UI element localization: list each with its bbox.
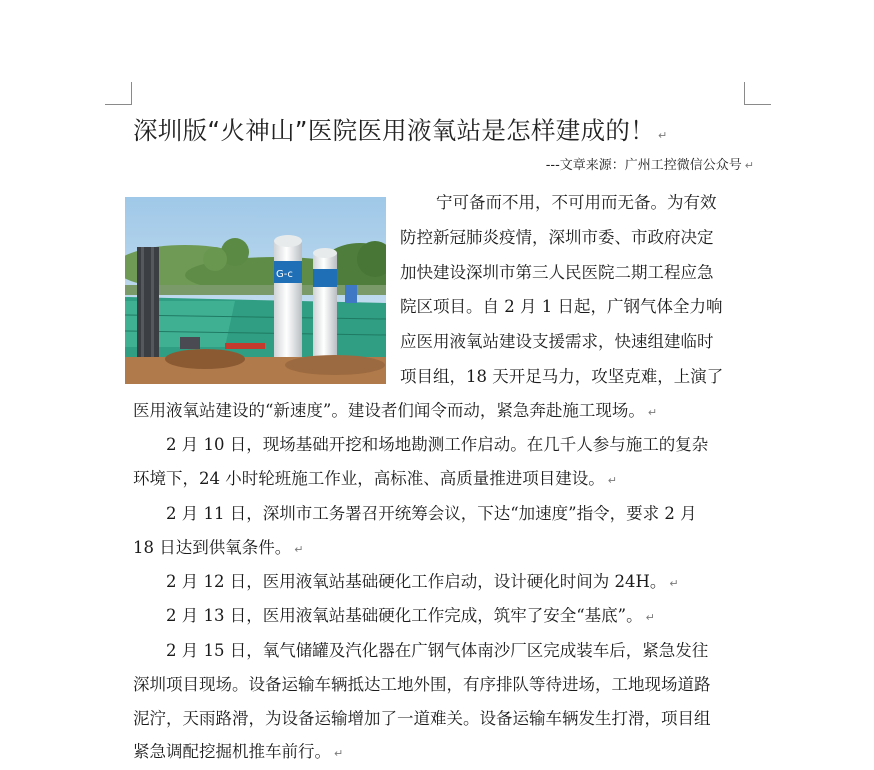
paragraph-line: 18 日达到供氧条件。 ↵ [133,538,304,557]
paragraph-line: 院区项目。自 2 月 1 日起，广钢气体全力响 [400,297,723,316]
paragraph-line: 2 月 15 日，氧气储罐及汽化器在广钢气体南沙厂区完成装车后，紧急发往 [166,641,709,660]
paragraph-mark-icon: ↵ [645,611,655,624]
paragraph-line: 应医用液氧站建设支援需求，快速组建临时 [400,332,714,351]
tank-label: G-c [276,269,293,280]
paragraph-line: 项目组，18 天开足马力，攻坚克难，上演了 [400,367,724,386]
article-source: ---文章来源：广州工控微信公众号 ↵ [545,158,754,173]
paragraph-line: 泥泞，天雨路滑，为设备运输增加了一道难关。设备运输车辆发生打滑，项目组 [133,709,711,728]
paragraph-line: 防控新冠肺炎疫情，深圳市委、市政府决定 [400,228,714,247]
paragraph-mark-icon: ↵ [294,543,304,556]
paragraph-mark-icon: ↵ [744,159,754,172]
paragraph-mark-icon: ↵ [657,129,668,142]
paragraph-line: 深圳项目现场。设备运输车辆抵达工地外围，有序排队等待进场，工地现场道路 [133,675,711,694]
paragraph-line: 医用液氧站建设的“新速度”。建设者们闻令而动，紧急奔赴施工现场。 ↵ [133,401,658,420]
margin-corner-top-right [744,82,771,105]
paragraph-mark-icon: ↵ [334,747,344,760]
document-title: 深圳版“火神山”医院医用液氧站是怎样建成的！ ↵ [133,116,668,145]
margin-corner-top-left [105,82,132,105]
paragraph-line: 宁可备而不用，不可用而无备。为有效 [436,193,717,212]
paragraph-line: 2 月 12 日，医用液氧站基础硬化工作启动，设计硬化时间为 24H。 ↵ [166,572,679,591]
paragraph-line: 2 月 11 日，深圳市工务署召开统筹会议，下达“加速度”指令，要求 2 月 [166,504,697,523]
paragraph-line: 2 月 10 日，现场基础开挖和场地勘测工作启动。在几千人参与施工的复杂 [166,435,709,454]
paragraph-line: 加快建设深圳市第三人民医院二期工程应急 [400,263,714,282]
paragraph-line: 2 月 13 日，医用液氧站基础硬化工作完成，筑牢了安全“基底”。 ↵ [166,606,655,625]
paragraph-line: 紧急调配挖掘机推车前行。 ↵ [133,742,344,761]
paragraph-line: 环境下，24 小时轮班施工作业，高标准、高质量推进项目建设。 ↵ [133,469,617,488]
paragraph-mark-icon: ↵ [647,406,658,419]
paragraph-mark-icon: ↵ [607,474,617,487]
oxygen-station-photo [125,197,386,384]
paragraph-mark-icon: ↵ [669,577,679,590]
